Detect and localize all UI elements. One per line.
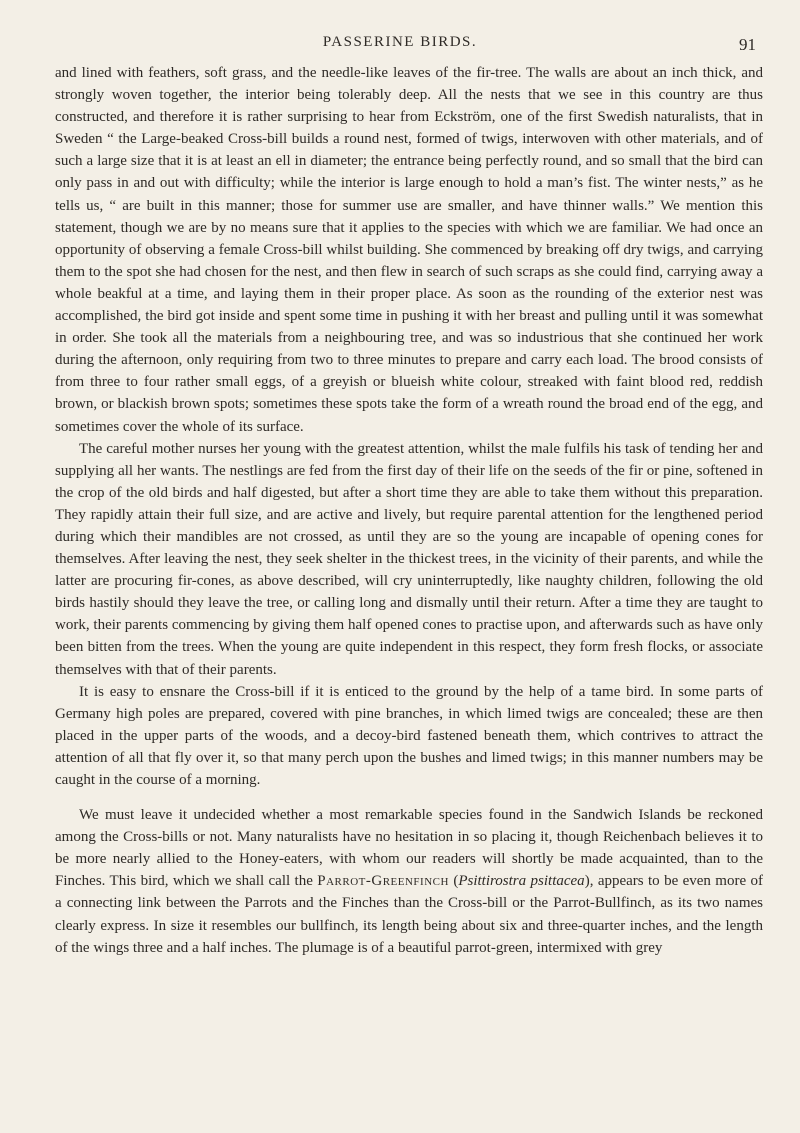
paragraph-text: We must leave it undecided whether a most remarkable species found in the Sandwich Islands be reckoned among the Cross-bills or not. Many naturalists have no hesitation in so placing it, though Reichenbach believes it to be more nearly allied to the Honey-eaters, with whom our readers will shortly be made acquainted, than to the Finches. This bird, which we shall call the: [55, 807, 763, 890]
paren-open: (: [448, 873, 459, 890]
paragraph-nest-construction: and lined with feathers, soft grass, and the needle-like leaves of the fir-tree. The walls are about an inch thick, and strongly woven together, the interior being tolerably deep. All the nests that we see in this country are thus constructed, and therefore it is rather surprising to hear from Eckström, one of the first Swedish naturalists, that in Sweden “ the Large-beaked Cross-bill builds a round nest, formed of twigs, interwoven with other materials, and of such a large size that it is at least an ell in diameter; the entrance being perfectly round, and so small that the bird can only pass in and out with difficulty; while the interior is large enough to hold a man’s fist. The winter nests,” as he tells us, “ are built in this manner; those for summer use are smaller, and have thinner walls.” We mention this statement, though we are by no means sure that it applies to the species with which we are familiar. We had once an opportunity of observing a female Cross-bill whilst building. She commenced by breaking off dry twigs, and carrying them to the spot she had chosen for the nest, and then flew in search of such scraps as she could find, carrying away a whole beakful at a time, and laying them in their proper place. As soon as the rounding of the exterior nest was accomplished, the bird got inside and spent some time in pushing it with her breast and pulling until it was somewhat in order. She took all the materials from a neighbouring tree, and was so industrious that she continued her work during the afternoon, only requiring from two to three minutes to prepare and carry each load. The brood consists of from three to four rather small eggs, of a greyish or blueish white colour, streaked with faint blood red, reddish brown, or blackish brown spots; sometimes these spots take the form of a wreath round the broad end of the egg, and sometimes cover the whole of its surface.: [55, 65, 763, 435]
paragraph-parrot-greenfinch: [55, 804, 763, 959]
page-number: 91: [739, 35, 756, 54]
body-text: [55, 62, 763, 959]
paragraph-text: , appears to be even more of a connecting link between the Parrots and the Finches than the Cross-bill or the Parrot-Bullfinch, as its two names clearly express. In size it resembles our bullfinch, its length being about six and three-quarter inches, and the length of the wings three and a half inches. The plumage is of a beautiful parrot-green, intermixed with grey: [55, 873, 764, 956]
paren-close: ): [584, 873, 590, 890]
paragraph-ensnaring: It is easy to ensnare the Cross-bill if it is enticed to the ground by the help of a tame bird. In some parts of Germany high poles are prepared, covered with pine branches, in which limed twigs are concealed; these are then placed in the upper parts of the woods, and a decoy-bird fastened beneath them, which contrives to attract the attention of all that fly over it, so that many perch upon the bushes and limed twigs; in this manner numbers may be caught in the course of a morning.: [55, 683, 763, 788]
running-title: PASSERINE BIRDS.: [322, 34, 478, 50]
species-common-name: Parrot-Greenfinch: [317, 873, 449, 890]
paragraph-nestlings: The careful mother nurses her young with the greatest attention, whilst the male fulfils his task of tending her and supplying all her wants. The nestlings are fed from the first day of their life on the seeds of the fir or pine, softened in the crop of the old birds and half digested, but after a short time they are able to take them without this preparation. They rapidly attain their full size, and are active and lively, but require parental attention for the lengthened period during which their mandibles are not crossed, as until they are so the young are incapable of opening cones for themselves. After leaving the nest, they seek shelter in the thickest trees, in the vicinity of their parents, and while the latter are procuring fir-cones, as above described, will cry uninterruptedly, like naughty children, following the old birds hastily should they leave the tree, or calling long and dismally until their return. After a time they are taught to work, their parents commencing by giving them half opened cones to practise upon, and afterwards such as have only been bitten from the trees. When the young are quite independent in this respect, they form fresh flocks, or associate themselves with that of their parents.: [55, 440, 763, 678]
running-head: [0, 34, 800, 54]
species-latin-name: Psittirostra psittacea: [458, 873, 585, 890]
